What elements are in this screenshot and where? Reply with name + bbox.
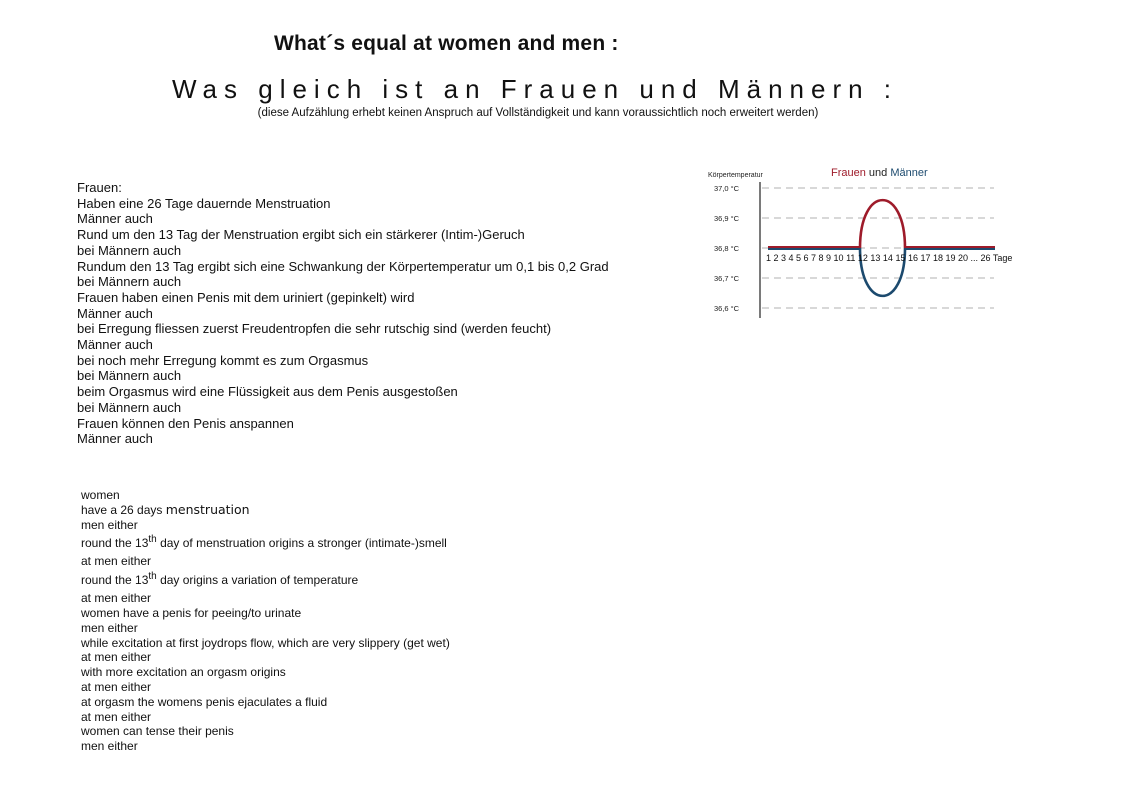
list-item: women	[81, 488, 120, 502]
list-item: beim Orgasmus wird eine Flüssigkeit aus dem Penis ausgestoßen	[77, 384, 458, 400]
list-item: bei Männern auch	[77, 242, 182, 258]
page-subtitle: (diese Aufzählung erhebt keinen Anspruch auf Vollständigkeit und kann voraussichtlich noch erweitert werden)	[257, 107, 819, 119]
list-item: bei Männern auch	[77, 368, 182, 384]
list-item-text: day origins a variation of temperature	[156, 573, 359, 588]
list-item-text: round the 13	[81, 536, 149, 551]
english-list	[81, 488, 450, 754]
y-tick-label: 36,8 °C	[714, 244, 740, 253]
list-item-text: menstruation	[165, 501, 250, 517]
y-tick-label: 37,0 °C	[714, 184, 740, 193]
list-item: Frauen:	[77, 180, 122, 195]
list-item: bei Männern auch	[77, 274, 182, 290]
chart-title-frauen: Frauen	[831, 167, 866, 179]
list-item: women can tense their penis	[81, 724, 234, 739]
list-item: Rundum den 13 Tag ergibt sich eine Schwankung der Körpertemperatur um 0,1 bis 0,2 Grad	[77, 258, 609, 274]
list-item: women have a penis for peeing/to urinate	[81, 605, 302, 620]
list-item: at orgasm the womens penis ejaculates a fluid	[81, 694, 328, 709]
list-item: at men either	[81, 679, 152, 694]
list-item: Männer auch	[77, 211, 153, 227]
list-item: Frauen haben einen Penis mit dem uriniert (gepinkelt) wird	[77, 289, 415, 305]
list-item	[81, 569, 450, 591]
list-item: men either	[81, 739, 138, 754]
chart-x-axis-label: 1 2 3 4 5 6 7 8 9 10 11 12 13 14 15 16 17 18 19 20 ... 26 Tage	[766, 253, 1013, 263]
list-item: Männer auch	[77, 305, 153, 321]
page-title-german: Was gleich ist an Frauen und Männern :	[171, 74, 899, 104]
list-item: men either	[81, 620, 138, 635]
chart-y-ticks	[714, 184, 740, 313]
chart-ylabel: Körpertemperatur	[708, 172, 763, 179]
chart-title-and: und	[865, 167, 891, 179]
list-item: with more excitation an orgasm origins	[81, 665, 286, 680]
list-item: bei Erregung fliessen zuerst Freudentropfen die sehr rutschig sind (werden feucht)	[77, 321, 552, 337]
list-item: bei noch mehr Erregung kommt es zum Orgasmus	[77, 352, 369, 368]
list-item: at men either	[81, 650, 152, 665]
list-item: Rund um den 13 Tag der Menstruation ergibt sich ein stärkerer (Intim-)Geruch	[77, 227, 525, 243]
series-curve-frauen	[860, 200, 905, 248]
y-tick-label: 36,7 °C	[714, 274, 740, 283]
temperature-chart	[700, 160, 1040, 325]
list-item: at men either	[81, 554, 152, 569]
chart-series	[768, 200, 995, 296]
chart-title	[831, 167, 928, 179]
german-list	[77, 180, 609, 447]
list-item-text: have a 26 days	[81, 502, 166, 517]
list-item-text: round the 13	[81, 573, 149, 588]
list-item: men either	[81, 517, 138, 532]
chart-title-maenner: Männer	[890, 167, 928, 179]
list-item: Frauen können den Penis anspannen	[77, 415, 294, 431]
list-item-text: day of menstruation origins a stronger (intimate-)smell	[156, 536, 447, 551]
list-item: Haben eine 26 Tage dauernde Menstruation	[77, 195, 331, 211]
superscript: th	[148, 571, 157, 583]
list-item: bei Männern auch	[77, 399, 182, 415]
list-item	[81, 532, 450, 554]
y-tick-label: 36,9 °C	[714, 214, 740, 223]
list-item: Männer auch	[77, 431, 153, 447]
list-item: Männer auch	[77, 337, 153, 353]
list-item: at men either	[81, 591, 152, 606]
list-item: at men either	[81, 709, 152, 724]
list-item	[81, 503, 450, 518]
list-item: while excitation at first joydrops flow, which are very slippery (get wet)	[81, 635, 450, 650]
page-title-english: What´s equal at women and men :	[274, 32, 619, 55]
superscript: th	[148, 534, 157, 546]
y-tick-label: 36,6 °C	[714, 304, 740, 313]
